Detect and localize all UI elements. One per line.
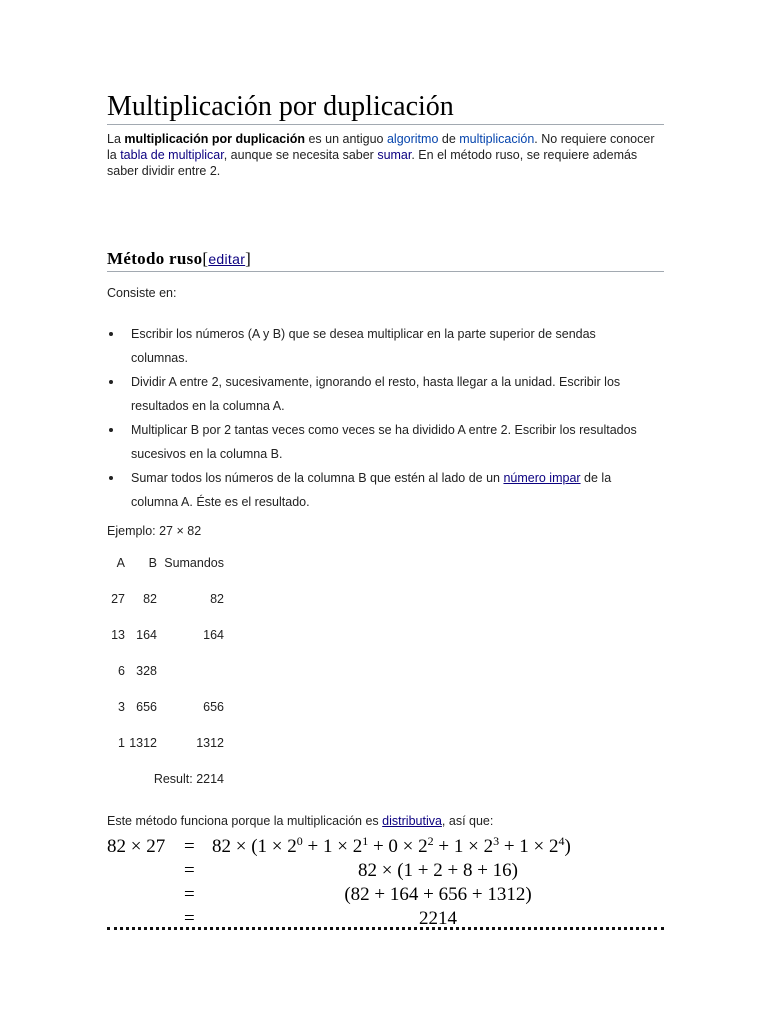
math-rhs (212, 836, 664, 858)
math-rhs: (82 + 164 + 656 + 1312) (344, 884, 532, 905)
steps-list (107, 322, 647, 514)
math-exponent: 3 (493, 834, 500, 848)
page-title: Multiplicación por duplicación (107, 90, 664, 125)
table-header-row (107, 545, 224, 581)
result-cell: Result: 2214 (153, 772, 224, 786)
math-term: + 1 × 2 (433, 836, 494, 857)
list-item: Multiplicar B por 2 tantas veces como veces se ha dividido A entre 2. Escribir los resultados sucesivos en la columna B. (107, 418, 647, 466)
section-heading-text: Método ruso (107, 249, 203, 268)
math-term: + 1 × 2 (302, 836, 363, 857)
table-row (107, 617, 224, 653)
header-sumandos: Sumandos (164, 556, 224, 570)
math-exponent: 1 (362, 834, 369, 848)
consiste-text: Consiste en: (107, 286, 177, 300)
intro-text: , aunque se necesita saber (223, 148, 378, 162)
math-exponent: 0 (296, 834, 303, 848)
edit-section (202, 249, 251, 268)
cell-sumando: 656 (203, 700, 224, 714)
distributive-text (107, 814, 493, 828)
example-label: Ejemplo: 27 × 82 (107, 524, 202, 538)
cell-a: 13 (111, 628, 125, 642)
math-equals: = (184, 860, 195, 881)
cell-sumando: 1312 (196, 736, 224, 750)
intro-text: es un antiguo (304, 132, 387, 146)
math-equals: = (184, 884, 195, 905)
cell-b: 656 (136, 700, 157, 714)
list-item: Dividir A entre 2, sucesivamente, ignorando el resto, hasta llegar a la unidad. Escribir los resultados en la columna A. (107, 370, 647, 418)
link-tabla-de-multiplicar[interactable]: tabla de multiplicar (120, 148, 224, 162)
math-exponent: 2 (427, 834, 434, 848)
cell-sumando: 164 (203, 628, 224, 642)
list-item (107, 466, 647, 514)
intro-text: de (438, 132, 460, 146)
edit-bracket-open: [ (202, 249, 209, 268)
math-term: ) (564, 836, 571, 857)
math-term: + 1 × 2 (499, 836, 559, 857)
link-sumar[interactable]: sumar (377, 148, 412, 162)
cell-a: 3 (118, 700, 125, 714)
math-rhs: 82 × (1 + 2 + 8 + 16) (357, 860, 518, 881)
math-term: + 0 × 2 (368, 836, 428, 857)
table-row (107, 689, 224, 725)
link-numero-impar[interactable]: número impar (503, 471, 581, 485)
dotted-separator (107, 927, 664, 930)
cell-a: 1 (118, 736, 125, 750)
link-multiplicacion[interactable]: multiplicación (459, 132, 535, 146)
section-heading (107, 247, 664, 272)
cell-a: 27 (111, 592, 125, 606)
cell-b: 82 (143, 592, 157, 606)
math-equals: = (184, 908, 195, 929)
table-result-row (107, 761, 224, 797)
list-item-text: Sumar todos los números de la columna B que estén al lado de un (131, 471, 504, 485)
math-lhs: 82 × 27 (107, 836, 166, 857)
math-row (107, 860, 664, 884)
link-algoritmo[interactable]: algoritmo (386, 132, 439, 146)
intro-text: . No requiere conocer la (107, 132, 655, 162)
link-distributiva[interactable]: distributiva (382, 814, 442, 828)
intro-text: . En el método ruso, se requiere además saber dividir entre 2. (107, 148, 638, 178)
cell-b: 164 (136, 628, 157, 642)
edit-bracket-close: ] (245, 249, 252, 268)
table-row (107, 725, 224, 761)
cell-empty (107, 761, 125, 797)
list-item-text: de la columna A. Éste es el resultado. (131, 471, 612, 509)
cell-b: 328 (136, 664, 157, 678)
math-equals: = (184, 836, 195, 857)
cell-sumando (157, 653, 224, 689)
table-row (107, 581, 224, 617)
cell-b: 1312 (129, 736, 157, 750)
cell-sumando: 82 (210, 592, 224, 606)
example-table (107, 545, 224, 797)
intro-text: La (107, 132, 125, 146)
math-row (107, 884, 664, 908)
distributive-text-post: , así que: (441, 814, 494, 828)
cell-a: 6 (118, 664, 125, 678)
edit-link[interactable]: editar (208, 251, 246, 267)
list-item: Escribir los números (A y B) que se desea multiplicar en la parte superior de sendas columnas. (107, 322, 647, 370)
table-row (107, 653, 224, 689)
math-term: 82 × (1 × 2 (212, 836, 297, 857)
distributive-text-pre: Este método funciona porque la multiplicación es (107, 814, 383, 828)
math-row (107, 836, 664, 860)
header-a: A (116, 556, 125, 570)
math-rhs: 2214 (419, 908, 457, 929)
intro-paragraph (107, 131, 664, 179)
math-exponent: 4 (558, 834, 565, 848)
intro-bold-term: multiplicación por duplicación (124, 132, 305, 146)
header-b: B (148, 556, 157, 570)
